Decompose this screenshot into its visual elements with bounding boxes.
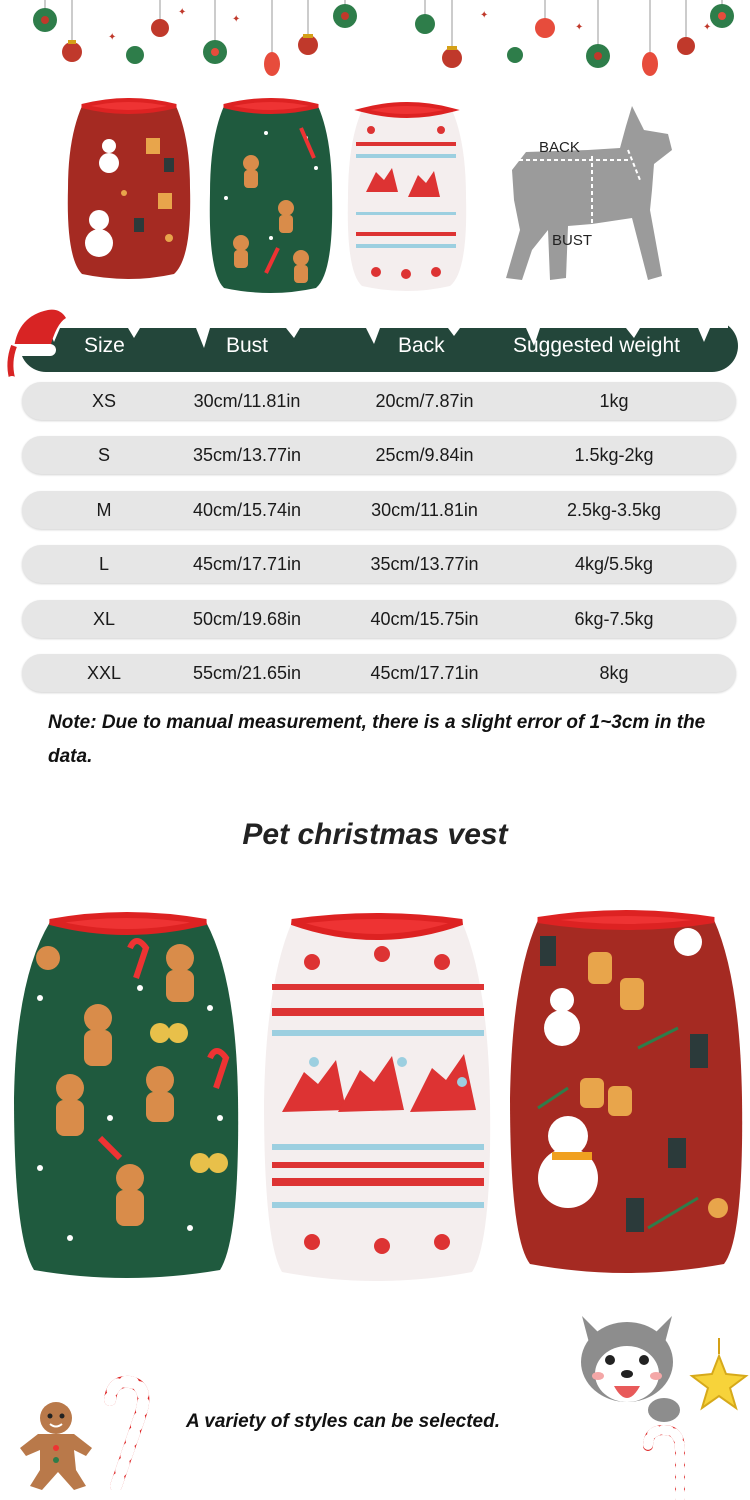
cell-bust: 35cm/13.77in	[192, 445, 302, 465]
cell-back: 35cm/13.77in	[370, 554, 479, 574]
table-row-l	[22, 545, 736, 583]
header-bust: Bust	[226, 334, 269, 357]
header-back: Back	[398, 334, 445, 357]
vest-large-white-reindeer	[262, 912, 492, 1286]
candy-cane-small-icon	[640, 1420, 694, 1500]
cell-weight: 6kg-7.5kg	[574, 609, 654, 629]
cell-size: M	[96, 500, 112, 520]
cell-back: 40cm/15.75in	[370, 609, 479, 629]
back-label: BACK	[539, 139, 580, 156]
section-title: Pet christmas vest	[242, 818, 508, 851]
cell-size: XS	[91, 391, 116, 411]
table-row-xl	[22, 600, 736, 638]
table-row-m	[22, 491, 736, 529]
cell-weight: 2.5kg-3.5kg	[566, 500, 662, 520]
cell-weight: 4kg/5.5kg	[574, 554, 654, 574]
vest-large-green-gingerbread	[10, 908, 242, 1282]
footer-text: A variety of styles can be selected.	[186, 1411, 501, 1432]
dog-measurement-diagram	[492, 100, 682, 290]
svg-text:✦: ✦	[108, 32, 117, 43]
cell-bust: 45cm/17.71in	[192, 554, 302, 574]
vest-large-red-snowman	[508, 908, 744, 1278]
cell-size: S	[97, 445, 110, 465]
santa-hat-icon	[4, 306, 68, 390]
cell-size: XL	[92, 609, 116, 629]
cell-weight: 1kg	[599, 391, 629, 411]
vest-thumbnail-green-gingerbread	[206, 98, 336, 296]
cell-back: 25cm/9.84in	[375, 445, 474, 465]
table-row-xxl	[22, 654, 736, 692]
svg-text:✦: ✦	[480, 10, 489, 21]
svg-text:✦: ✦	[232, 14, 241, 25]
vest-thumbnail-red-snowman	[64, 98, 194, 280]
svg-text:✦: ✦	[575, 22, 584, 33]
cell-bust: 50cm/19.68in	[192, 609, 302, 629]
cell-weight: 8kg	[599, 663, 629, 683]
svg-text:✦: ✦	[178, 7, 187, 18]
star-icon	[688, 1338, 750, 1422]
table-row-xs	[22, 382, 736, 420]
vest-thumbnail-white-reindeer	[346, 102, 468, 294]
cell-bust: 40cm/15.74in	[192, 500, 302, 520]
svg-text:✦: ✦	[703, 22, 712, 33]
cell-back: 20cm/7.87in	[375, 391, 474, 411]
table-row-s	[22, 436, 736, 474]
husky-dog-icon	[568, 1306, 686, 1428]
measurement-note: Note: Due to manual measurement, there is a slight error of 1~3cm in the data.	[48, 712, 706, 767]
candy-cane-icon	[100, 1372, 160, 1490]
gingerbread-man-icon	[14, 1396, 98, 1492]
header-suggested-weight: Suggested weight	[513, 334, 680, 357]
bust-label: BUST	[552, 232, 593, 249]
christmas-ornaments-decoration	[0, 0, 750, 80]
cell-size: L	[98, 554, 109, 574]
cell-back: 30cm/11.81in	[371, 500, 478, 520]
header-size: Size	[84, 334, 125, 357]
cell-back: 45cm/17.71in	[370, 663, 479, 683]
cell-bust: 55cm/21.65in	[192, 663, 302, 683]
cell-weight: 1.5kg-2kg	[574, 445, 654, 465]
cell-bust: 30cm/11.81in	[193, 391, 301, 411]
cell-size: XXL	[86, 663, 122, 683]
